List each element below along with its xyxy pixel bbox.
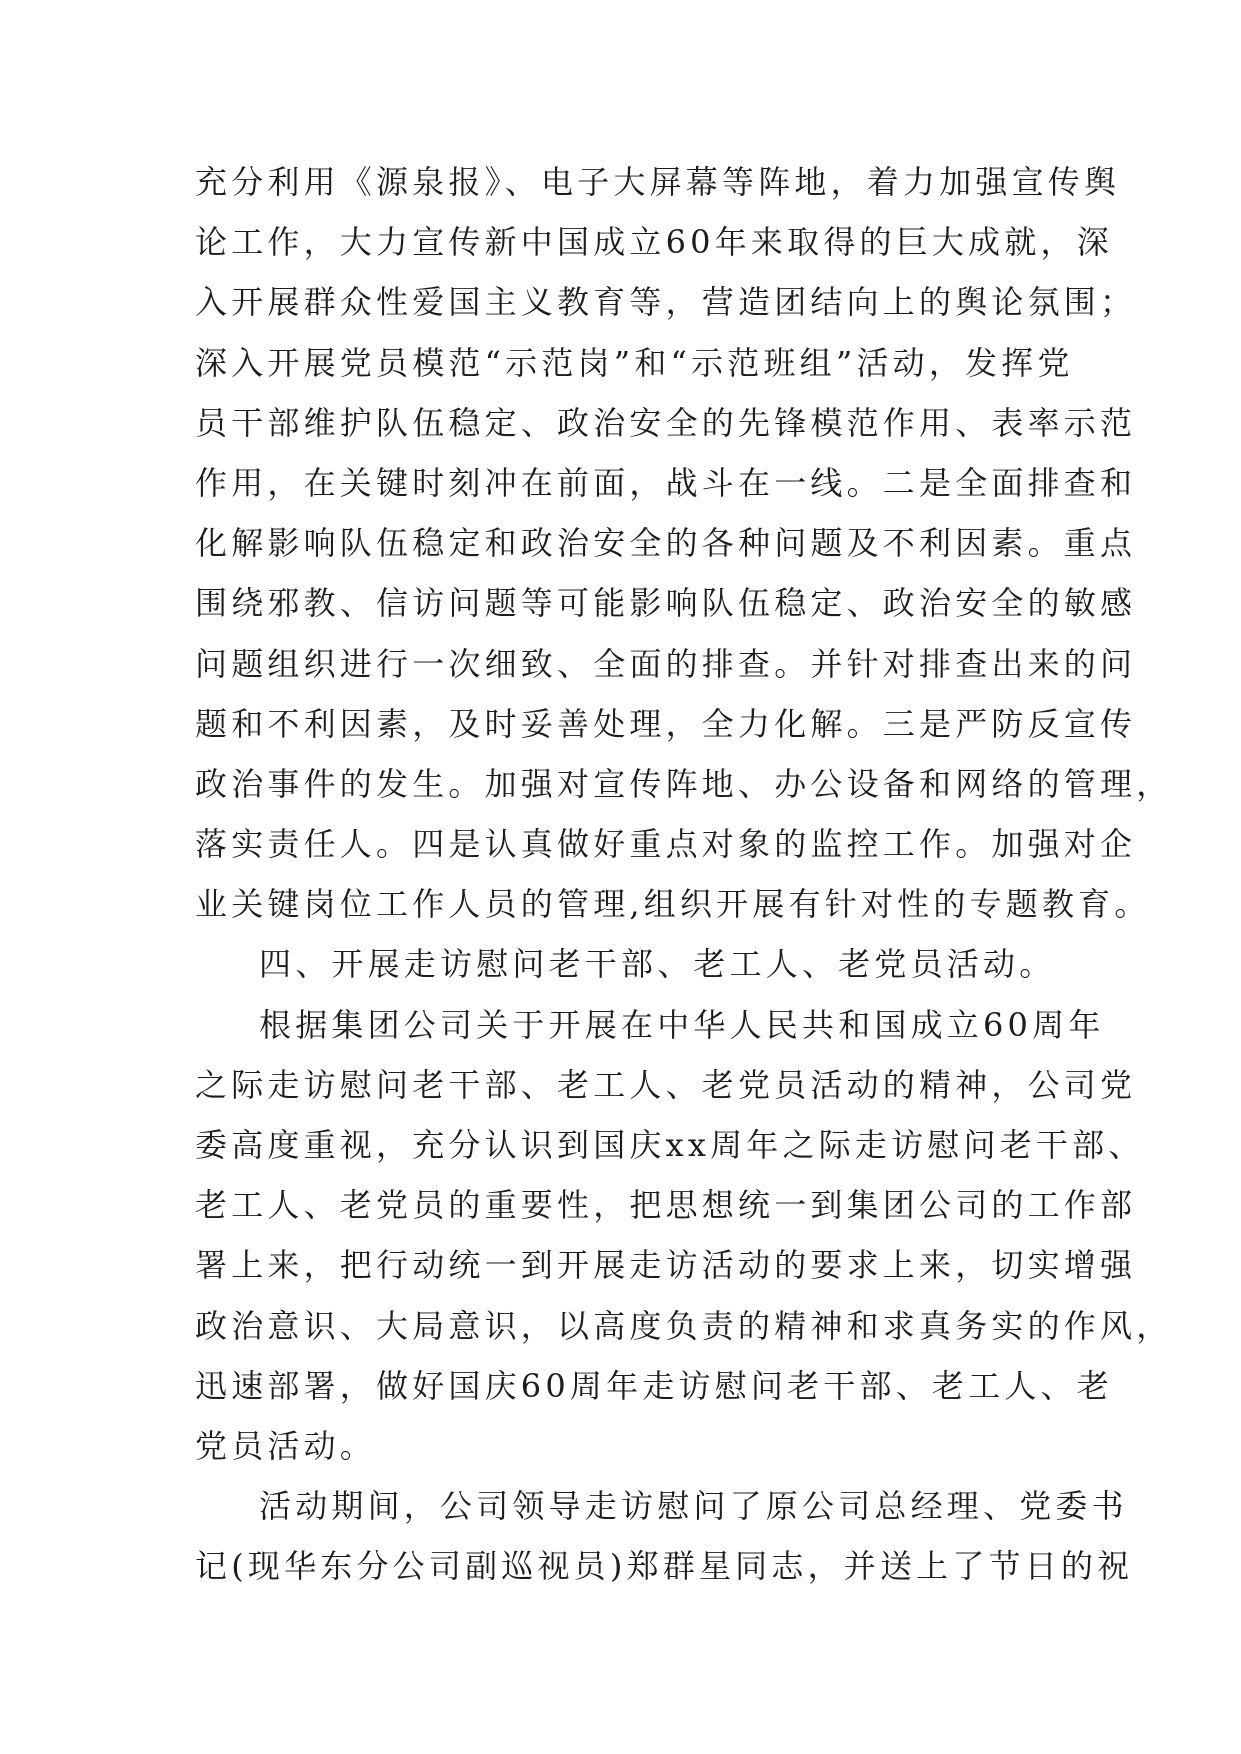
text-line: 员干部维护队伍稳定、政治安全的先锋模范作用、表率示范 bbox=[195, 403, 1137, 442]
text-line: 迅速部署，做好国庆60周年走访慰问老干部、老工人、老 bbox=[195, 1366, 1113, 1405]
paragraph-first-line: 根据集团公司关于开展在中华人民共和国成立60周年 bbox=[259, 1005, 1105, 1044]
text-line: 业关键岗位工作人员的管理,组织开展有针对性的专题教育。 bbox=[195, 885, 1151, 924]
text-line: 入开展群众性爱国主义教育等，营造团结向上的舆论氛围； bbox=[195, 283, 1137, 322]
text-line: 之际走访慰问老干部、老工人、老党员活动的精神，公司党 bbox=[195, 1065, 1137, 1104]
text-line: 落实责任人。四是认真做好重点对象的监控工作。加强对企 bbox=[195, 825, 1137, 864]
body-text bbox=[195, 152, 1173, 1597]
text-line: 政治意识、大局意识，以高度负责的精神和求真务实的作风， bbox=[195, 1306, 1173, 1345]
text-line: 党员活动。 bbox=[195, 1426, 377, 1465]
text-line: 化解影响队伍稳定和政治安全的各种问题及不利因素。重点 bbox=[195, 524, 1137, 563]
text-line: 充分利用《源泉报》、电子大屏幕等阵地，着力加强宣传舆 bbox=[195, 163, 1121, 201]
text-line: 署上来，把行动统一到开展走访活动的要求上来，切实增强 bbox=[195, 1246, 1137, 1285]
text-line: 记(现华东分公司副巡视员)郑群星同志，并送上了节日的祝 bbox=[195, 1547, 1134, 1586]
text-line: 围绕邪教、信访问题等可能影响队伍稳定、政治安全的敏感 bbox=[195, 584, 1137, 623]
section-heading: 四、开展走访慰问老干部、老工人、老党员活动。 bbox=[259, 945, 1056, 984]
paragraph-first-line: 活动期间，公司领导走访慰问了原公司总经理、党委书 bbox=[259, 1487, 1128, 1526]
text-line: 委高度重视，充分认识到国庆xx周年之际走访慰问老干部、 bbox=[195, 1126, 1145, 1164]
text-line: 论工作，大力宣传新中国成立60年来取得的巨大成就，深 bbox=[195, 223, 1113, 262]
text-line: 深入开展党员模范“示范岗”和“示范班组”活动，发挥党 bbox=[195, 343, 1074, 382]
text-line: 题和不利因素，及时妥善处理，全力化解。三是严防反宣传 bbox=[195, 704, 1137, 743]
text-line: 政治事件的发生。加强对宣传阵地、办公设备和网络的管理， bbox=[195, 764, 1173, 803]
text-line: 作用，在关键时刻冲在前面，战斗在一线。二是全面排查和 bbox=[195, 463, 1137, 502]
text-line: 老工人、老党员的重要性，把思想统一到集团公司的工作部 bbox=[195, 1186, 1137, 1225]
text-line: 问题组织进行一次细致、全面的排查。并针对排查出来的问 bbox=[195, 644, 1137, 683]
